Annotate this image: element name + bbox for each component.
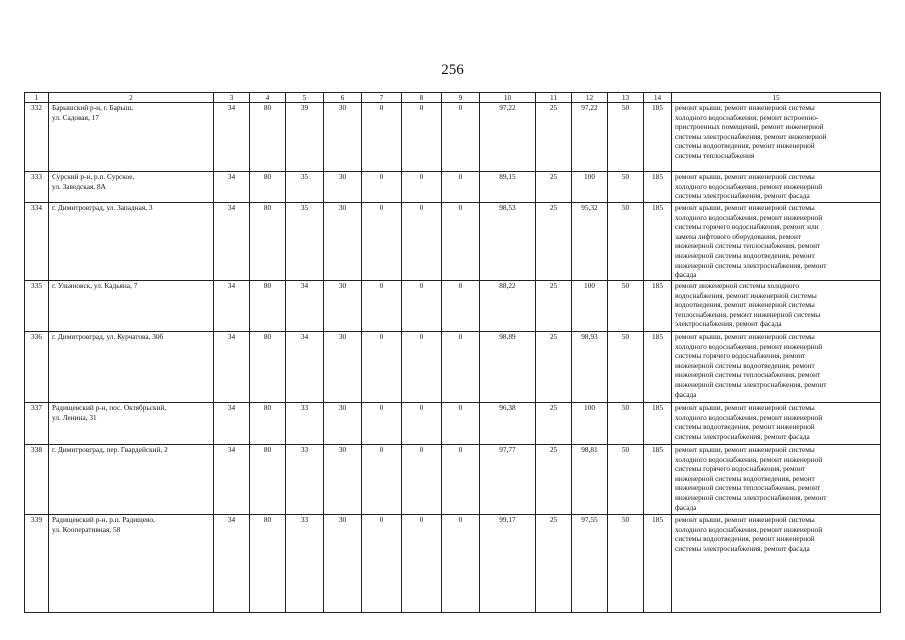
works-line: инженерной системы теплоснабжения, ремонт	[675, 483, 821, 493]
works-line: холодного водоснабжения, ремонт инженерной	[675, 454, 823, 464]
works-line: ремонт крыши, ремонт инженерной системы	[675, 203, 815, 212]
column-number: 14	[644, 93, 672, 103]
address-line: г. Димитровград, ул. Курчатова, 30б	[52, 332, 164, 341]
works-line: пристроенных помещений, ремонт инженерной	[675, 122, 824, 132]
value-cell: 0	[442, 103, 480, 172]
value-cell: 185	[644, 281, 672, 332]
column-number: 5	[286, 93, 324, 103]
value-cell: 25	[536, 332, 572, 403]
value-cell: 0	[442, 332, 480, 403]
value-cell: 25	[536, 403, 572, 445]
value-cell: 25	[536, 103, 572, 172]
value-cell: 50	[608, 203, 644, 281]
value-cell: 25	[536, 445, 572, 515]
address-line: ул. Ленина, 31	[52, 412, 97, 422]
value-cell: 0	[442, 515, 480, 613]
address-line: ул. Заводская, 8А	[52, 181, 106, 191]
address-cell	[49, 403, 214, 445]
works-line: инженерной системы теплоснабжения, ремонт	[675, 370, 821, 380]
value-cell: 34	[214, 515, 250, 613]
works-cell	[672, 281, 881, 332]
column-number: 7	[362, 93, 402, 103]
row-number: 332	[25, 103, 49, 172]
value-cell: 0	[362, 203, 402, 281]
value-cell: 34	[214, 172, 250, 203]
value-cell: 0	[362, 332, 402, 403]
address-line: г. Ульяновск, ул. Кадьяна, 7	[52, 281, 138, 290]
address-line: Радищевский р-н, пос. Октябрьский,	[52, 403, 167, 412]
works-line: холодного водоснабжения, ремонт инженерной	[675, 524, 823, 534]
works-line: инженерной системы теплоснабжения, ремонт	[675, 241, 821, 251]
works-cell	[672, 172, 881, 203]
value-cell: 50	[608, 281, 644, 332]
works-line: инженерной системы водоотведения, ремонт	[675, 473, 815, 483]
works-line: фасада	[675, 270, 697, 280]
works-line: инженерной системы водоотведения, ремонт	[675, 360, 815, 370]
value-cell: 0	[402, 103, 442, 172]
row-number: 335	[25, 281, 49, 332]
value-cell: 185	[644, 445, 672, 515]
works-cell	[672, 403, 881, 445]
address-cell	[49, 332, 214, 403]
value-cell: 30	[324, 515, 362, 613]
works-line: водоснабжения, ремонт инженерной системы	[675, 290, 817, 300]
value-cell: 185	[644, 403, 672, 445]
works-line: фасада	[675, 389, 697, 399]
value-cell: 30	[324, 172, 362, 203]
value-cell: 97,22	[572, 103, 608, 172]
works-line: фасада	[675, 502, 697, 512]
works-line: ремонт крыши, ремонт инженерной системы	[675, 172, 815, 181]
value-cell: 0	[362, 515, 402, 613]
table-row	[25, 403, 881, 445]
works-line: теплоснабжения, ремонт инженерной системы	[675, 309, 821, 319]
value-cell: 34	[214, 445, 250, 515]
value-cell: 30	[324, 332, 362, 403]
value-cell: 0	[442, 445, 480, 515]
value-cell: 35	[286, 203, 324, 281]
value-cell: 100	[572, 172, 608, 203]
value-cell: 98,53	[480, 203, 536, 281]
works-line: холодного водоснабжения, ремонт инженерной	[675, 212, 823, 222]
value-cell: 0	[442, 403, 480, 445]
works-line: ремонт крыши, ремонт инженерной системы	[675, 403, 815, 412]
value-cell: 25	[536, 281, 572, 332]
value-cell: 185	[644, 332, 672, 403]
table-row	[25, 172, 881, 203]
value-cell: 34	[214, 203, 250, 281]
column-number: 15	[672, 93, 881, 103]
address-cell	[49, 515, 214, 613]
value-cell: 0	[402, 403, 442, 445]
address-line: г. Димитровград, ул. Западная, 3	[52, 203, 153, 212]
value-cell: 89,15	[480, 172, 536, 203]
row-number: 333	[25, 172, 49, 203]
value-cell: 34	[214, 403, 250, 445]
value-cell: 98,89	[480, 332, 536, 403]
works-line: инженерной системы электроснабжения, ремонт	[675, 379, 827, 389]
address-line: Барышский р-н, г. Барыш,	[52, 103, 133, 112]
value-cell: 100	[572, 281, 608, 332]
value-cell: 0	[362, 281, 402, 332]
works-line: холодного водоснабжения, ремонт инженерной	[675, 181, 823, 191]
value-cell: 34	[286, 332, 324, 403]
value-cell: 0	[362, 172, 402, 203]
works-line: ремонт инженерной системы холодного	[675, 281, 800, 290]
row-number: 337	[25, 403, 49, 445]
value-cell: 98,81	[572, 445, 608, 515]
works-line: системы водоотведения, ремонт инженерной	[675, 534, 815, 544]
table-row	[25, 203, 881, 281]
address-cell	[49, 203, 214, 281]
row-number: 339	[25, 515, 49, 613]
column-number: 4	[250, 93, 286, 103]
works-line: системы горячего водоснабжения, ремонт	[675, 351, 806, 361]
table-row	[25, 332, 881, 403]
works-line: системы горячего водоснабжения, ремонт или	[675, 222, 819, 232]
value-cell: 30	[324, 403, 362, 445]
address-cell	[49, 281, 214, 332]
value-cell: 0	[362, 403, 402, 445]
works-line: системы водоотведения, ремонт инженерной	[675, 141, 815, 151]
works-line: системы теплоснабжения	[675, 150, 755, 160]
value-cell: 25	[536, 172, 572, 203]
address-cell	[49, 445, 214, 515]
value-cell: 33	[286, 445, 324, 515]
value-cell: 80	[250, 445, 286, 515]
value-cell: 97,55	[572, 515, 608, 613]
value-cell: 50	[608, 172, 644, 203]
table-row	[25, 103, 881, 172]
value-cell: 35	[286, 172, 324, 203]
works-line: системы горячего водоснабжения, ремонт	[675, 464, 806, 474]
value-cell: 0	[442, 203, 480, 281]
value-cell: 185	[644, 172, 672, 203]
table-row	[25, 445, 881, 515]
value-cell: 0	[402, 172, 442, 203]
address-cell	[49, 103, 214, 172]
value-cell: 80	[250, 172, 286, 203]
value-cell: 0	[402, 281, 442, 332]
column-number: 2	[49, 93, 214, 103]
works-line: ремонт крыши, ремонт инженерной системы	[675, 515, 815, 524]
column-number: 11	[536, 93, 572, 103]
value-cell: 34	[214, 103, 250, 172]
row-number: 336	[25, 332, 49, 403]
value-cell: 0	[402, 515, 442, 613]
value-cell: 34	[286, 281, 324, 332]
page-number: 256	[441, 62, 464, 78]
column-number: 1	[25, 93, 49, 103]
works-line: инженерной системы водоотведения, ремонт	[675, 250, 815, 260]
address-line: Радищевский р-н, р.п. Радищево,	[52, 515, 155, 524]
column-number: 6	[324, 93, 362, 103]
table-row	[25, 515, 881, 613]
works-line: электроснабжения, ремонт фасада	[675, 319, 782, 329]
works-line: инженерной системы электроснабжения, ремонт	[675, 492, 827, 502]
value-cell: 80	[250, 103, 286, 172]
column-number-row	[25, 93, 881, 103]
works-line: холодного водоснабжения, ремонт встроенно-	[675, 112, 819, 122]
works-line: холодного водоснабжения, ремонт инженерной	[675, 341, 823, 351]
value-cell: 95,32	[572, 203, 608, 281]
value-cell: 39	[286, 103, 324, 172]
column-number: 3	[214, 93, 250, 103]
value-cell: 30	[324, 281, 362, 332]
address-line: ул. Садовая, 17	[52, 112, 99, 122]
value-cell: 30	[324, 445, 362, 515]
row-number: 334	[25, 203, 49, 281]
value-cell: 0	[362, 103, 402, 172]
value-cell: 80	[250, 403, 286, 445]
works-line: системы электроснабжения, ремонт фасада	[675, 543, 810, 553]
works-line: системы электроснабжения, ремонт инженерной	[675, 131, 827, 141]
works-line: водоотведения, ремонт инженерной системы	[675, 300, 815, 310]
value-cell: 33	[286, 403, 324, 445]
value-cell: 88,22	[480, 281, 536, 332]
value-cell: 50	[608, 103, 644, 172]
works-line: ремонт крыши, ремонт инженерной системы	[675, 332, 815, 341]
value-cell: 0	[442, 281, 480, 332]
works-line: холодного водоснабжения, ремонт инженерной	[675, 412, 823, 422]
value-cell: 25	[536, 203, 572, 281]
address-line: ул. Кооперативная, 58	[52, 524, 121, 534]
works-cell	[672, 515, 881, 613]
value-cell: 0	[402, 332, 442, 403]
row-number: 338	[25, 445, 49, 515]
works-cell	[672, 445, 881, 515]
address-line: Сурский р-н, р.п. Сурское,	[52, 172, 135, 181]
value-cell: 30	[324, 103, 362, 172]
value-cell: 50	[608, 332, 644, 403]
works-line: ремонт крыши, ремонт инженерной системы	[675, 445, 815, 454]
value-cell: 0	[402, 203, 442, 281]
column-number: 12	[572, 93, 608, 103]
works-line: инженерной системы электроснабжения, ремонт	[675, 260, 827, 270]
column-number: 9	[442, 93, 480, 103]
value-cell: 185	[644, 515, 672, 613]
value-cell: 97,22	[480, 103, 536, 172]
value-cell: 96,38	[480, 403, 536, 445]
value-cell: 0	[362, 445, 402, 515]
value-cell: 30	[324, 203, 362, 281]
value-cell: 97,77	[480, 445, 536, 515]
value-cell: 80	[250, 203, 286, 281]
value-cell: 25	[536, 515, 572, 613]
value-cell: 34	[214, 332, 250, 403]
works-line: замена лифтового оборудования, ремонт	[675, 231, 802, 241]
repair-plan-table	[24, 92, 881, 613]
works-cell	[672, 203, 881, 281]
value-cell: 185	[644, 203, 672, 281]
address-line: г. Димитровград, пер. Гвардейский, 2	[52, 445, 168, 454]
value-cell: 98,93	[572, 332, 608, 403]
value-cell: 185	[644, 103, 672, 172]
value-cell: 99,17	[480, 515, 536, 613]
value-cell: 33	[286, 515, 324, 613]
works-line: системы электроснабжения, ремонт фасада	[675, 191, 810, 201]
value-cell: 0	[402, 445, 442, 515]
value-cell: 50	[608, 403, 644, 445]
value-cell: 80	[250, 281, 286, 332]
value-cell: 80	[250, 515, 286, 613]
address-cell	[49, 172, 214, 203]
works-line: системы электроснабжения, ремонт фасада	[675, 431, 810, 441]
works-line: системы водоотведения, ремонт инженерной	[675, 422, 815, 432]
column-number: 8	[402, 93, 442, 103]
works-line: ремонт крыши, ремонт инженерной системы	[675, 103, 815, 112]
column-number: 10	[480, 93, 536, 103]
value-cell: 50	[608, 445, 644, 515]
value-cell: 0	[442, 172, 480, 203]
table-row	[25, 281, 881, 332]
value-cell: 80	[250, 332, 286, 403]
works-cell	[672, 103, 881, 172]
value-cell: 34	[214, 281, 250, 332]
value-cell: 100	[572, 403, 608, 445]
value-cell: 50	[608, 515, 644, 613]
column-number: 13	[608, 93, 644, 103]
works-cell	[672, 332, 881, 403]
